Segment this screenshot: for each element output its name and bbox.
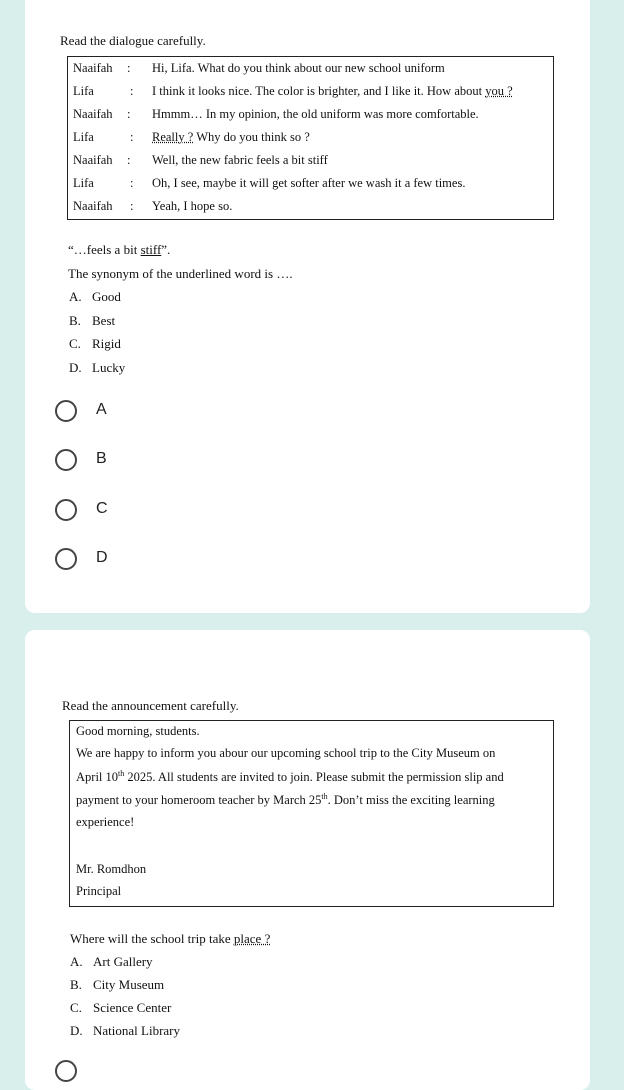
- line-text: I think it looks nice. The color is brighter, and I like it. How about: [152, 84, 486, 98]
- option-text: Science Center: [93, 1000, 172, 1015]
- speaker: Naaifah: [73, 153, 113, 167]
- choice-label: D: [96, 549, 108, 566]
- colon: :: [130, 130, 134, 144]
- option-a: [69, 289, 121, 305]
- option-letter: C.: [70, 1000, 82, 1015]
- choice-label: A: [96, 401, 107, 418]
- superscript: th: [321, 792, 328, 801]
- line-text: Yeah, I hope so.: [152, 199, 233, 213]
- announcement-line: [76, 792, 495, 808]
- option-text: City Museum: [93, 977, 165, 992]
- question-text: [70, 931, 270, 947]
- line-text: Oh, I see, maybe it will get softer after we wash it a few times.: [152, 176, 466, 190]
- choice-label: C: [96, 500, 108, 517]
- option-text: Rigid: [92, 336, 121, 351]
- option-text: Best: [92, 313, 116, 328]
- radio-circle-icon[interactable]: [55, 548, 77, 570]
- line-text: Why do you think so ?: [193, 130, 310, 144]
- dialogue-row: [68, 57, 553, 80]
- option-letter: C.: [69, 336, 81, 351]
- line-text: . Don’t miss the exciting learning: [327, 793, 495, 808]
- speaker: Lifa: [73, 84, 94, 98]
- dialogue-heading: Read the dialogue carefully.: [60, 33, 206, 48]
- choice-label: B: [96, 450, 107, 467]
- question-card-2: [25, 630, 590, 1090]
- line-text: payment to your homeroom teacher by March 25: [76, 793, 322, 808]
- underlined-word: stiff: [140, 242, 162, 257]
- dialogue-line: [152, 172, 465, 195]
- colon: :: [130, 199, 134, 213]
- speaker: Lifa: [73, 176, 94, 190]
- speaker: Lifa: [73, 130, 94, 144]
- option-text: National Library: [93, 1023, 180, 1038]
- quote: [68, 242, 170, 258]
- colon: :: [130, 84, 134, 98]
- signer-name: Mr. Romdhon: [76, 862, 147, 876]
- option-letter: D.: [70, 1023, 83, 1038]
- announcement-line: experience!: [76, 815, 135, 829]
- dialogue-line: [152, 80, 513, 103]
- option-text: Lucky: [92, 360, 126, 375]
- radio-circle-icon[interactable]: [55, 1060, 77, 1082]
- option-c: [70, 1000, 171, 1016]
- announcement-line: We are happy to inform you abour our upcoming school trip to the City Museum on: [76, 746, 496, 760]
- radio-circle-icon[interactable]: [55, 499, 77, 521]
- dotted-text: you ?: [485, 84, 513, 98]
- speaker: Naaifah: [73, 199, 113, 213]
- radio-circle-icon[interactable]: [55, 449, 77, 471]
- dialogue-line: [152, 57, 445, 80]
- colon: :: [127, 61, 131, 75]
- option-text: Good: [92, 289, 121, 304]
- radio-circle-icon[interactable]: [55, 400, 77, 422]
- option-letter: D.: [69, 360, 82, 375]
- dialogue-row: [68, 126, 553, 149]
- option-letter: A.: [70, 954, 83, 969]
- dialogue-row: [68, 172, 553, 195]
- option-d: [70, 1023, 180, 1039]
- dialogue-line: [152, 149, 328, 172]
- line-text: 2025. All students are invited to join. Please submit the permission slip and: [124, 770, 504, 785]
- question-part: Where will the school trip take: [70, 931, 234, 946]
- dialogue-box: [67, 56, 554, 220]
- dotted-text: place ?: [233, 931, 271, 946]
- line-text: Well, the new fabric feels a bit stiff: [152, 153, 328, 167]
- option-letter: B.: [69, 313, 81, 328]
- dialogue-row: [68, 195, 553, 218]
- option-letter: A.: [69, 289, 82, 304]
- colon: :: [127, 153, 131, 167]
- quote-text: ”.: [161, 242, 171, 257]
- dialogue-row: [68, 103, 553, 126]
- speaker: Naaifah: [73, 107, 113, 121]
- announcement-box: [69, 720, 554, 907]
- option-text: Art Gallery: [93, 954, 153, 969]
- announcement-heading: Read the announcement carefully.: [62, 698, 239, 713]
- option-a: [70, 954, 153, 970]
- dialogue-line: [152, 195, 232, 218]
- colon: :: [130, 176, 134, 190]
- superscript: th: [118, 769, 125, 778]
- dialogue-line: [152, 103, 479, 126]
- speaker: Naaifah: [73, 61, 113, 75]
- option-c: [69, 336, 121, 352]
- dialogue-row: [68, 80, 553, 103]
- option-b: [69, 313, 115, 329]
- colon: :: [127, 107, 131, 121]
- announcement-greeting: Good morning, students.: [76, 724, 200, 738]
- dialogue-line: [152, 126, 310, 149]
- line-text: Hmmm… In my opinion, the old uniform was more comfortable.: [152, 107, 479, 121]
- quote-text: “…feels a bit: [68, 242, 141, 257]
- announcement-line: [76, 769, 504, 785]
- option-letter: B.: [70, 977, 82, 992]
- line-text: April 10: [76, 770, 119, 785]
- option-b: [70, 977, 164, 993]
- dotted-text: Really ?: [152, 130, 194, 144]
- option-d: [69, 360, 125, 376]
- question-text: The synonym of the underlined word is ….: [68, 266, 293, 281]
- dialogue-row: [68, 149, 553, 172]
- question-card-1: [25, 0, 590, 613]
- line-text: Hi, Lifa. What do you think about our new school uniform: [152, 61, 445, 75]
- signer-title: Principal: [76, 884, 122, 898]
